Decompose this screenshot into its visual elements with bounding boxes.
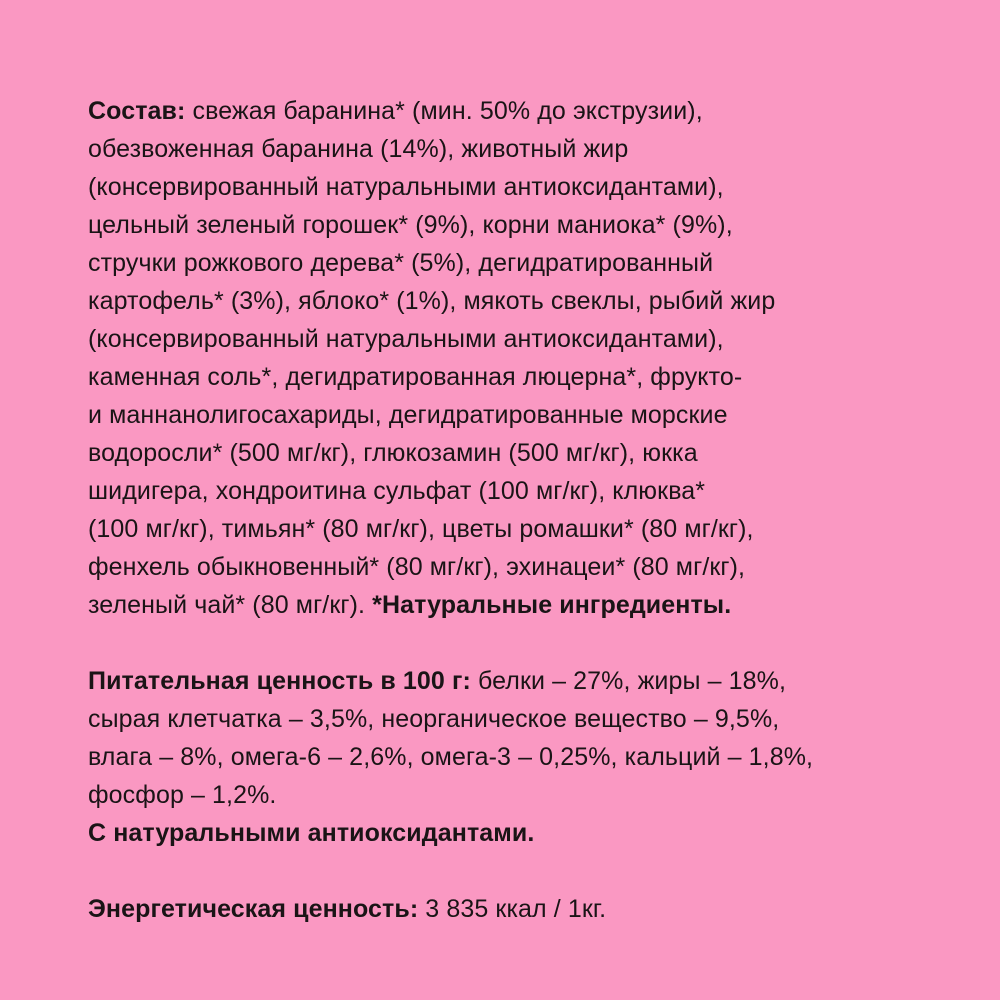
composition-line-6: (консервированный натуральными антиоксидантами),: [88, 325, 724, 353]
nutrition-label: Питательная ценность в 100 г:: [88, 667, 471, 695]
nutrition-line-3: фосфор – 1,2%.: [88, 781, 277, 809]
energy-line: [88, 890, 960, 928]
antioxidants-note: С натуральными антиоксидантами.: [88, 819, 535, 847]
nutrition-line-2: влага – 8%, омега-6 – 2,6%, омега-3 – 0,25%, кальций – 1,8%,: [88, 743, 814, 771]
nutrition-line-1: сырая клетчатка – 3,5%, неорганическое вещество – 9,5%,: [88, 705, 780, 733]
energy-label: Энергетическая ценность:: [88, 895, 419, 923]
composition-line-7: каменная соль*, дегидратированная люцерна*, фрукто-: [88, 363, 743, 391]
composition-line-5: картофель* (3%), яблоко* (1%), мякоть свеклы, рыбий жир: [88, 287, 776, 315]
composition-line-10: шидигера, хондроитина сульфат (100 мг/кг), клюква*: [88, 477, 706, 505]
nutrition-text-0: белки – 27%, жиры – 18%,: [470, 667, 787, 695]
energy-value: 3 835 ккал / 1кг.: [418, 895, 607, 923]
composition-text-0: свежая баранина* (мин. 50% до экструзии),: [185, 97, 703, 125]
composition-line-4: стручки рожкового дерева* (5%), дегидратированный: [88, 249, 714, 277]
composition-line-1: обезвоженная баранина (14%), животный жир: [88, 135, 629, 163]
composition-line-0: [88, 92, 960, 130]
composition-line-3: цельный зеленый горошек* (9%), корни маниока* (9%),: [88, 211, 733, 239]
composition-line-13: [88, 586, 960, 624]
composition-line-11: (100 мг/кг), тимьян* (80 мг/кг), цветы ромашки* (80 мг/кг),: [88, 515, 754, 543]
composition-line-9: водоросли* (500 мг/кг), глюкозамин (500 мг/кг), юкка: [88, 439, 698, 467]
composition-line-2: (консервированный натуральными антиоксидантами),: [88, 173, 724, 201]
section-gap: [88, 852, 960, 890]
composition-section: [88, 92, 960, 624]
composition-line-8: и маннанолигосахариды, дегидратированные морские: [88, 401, 728, 429]
composition-last-text: зеленый чай* (80 мг/кг).: [88, 591, 373, 619]
composition-line-12: фенхель обыкновенный* (80 мг/кг), эхинацеи* (80 мг/кг),: [88, 553, 746, 581]
nutrition-line-0: [88, 662, 960, 700]
section-gap: [88, 624, 960, 662]
natural-ingredients-note: *Натуральные ингредиенты.: [372, 591, 732, 619]
composition-label: Состав:: [88, 97, 186, 125]
nutrition-section: [88, 662, 960, 852]
energy-section: [88, 890, 960, 928]
